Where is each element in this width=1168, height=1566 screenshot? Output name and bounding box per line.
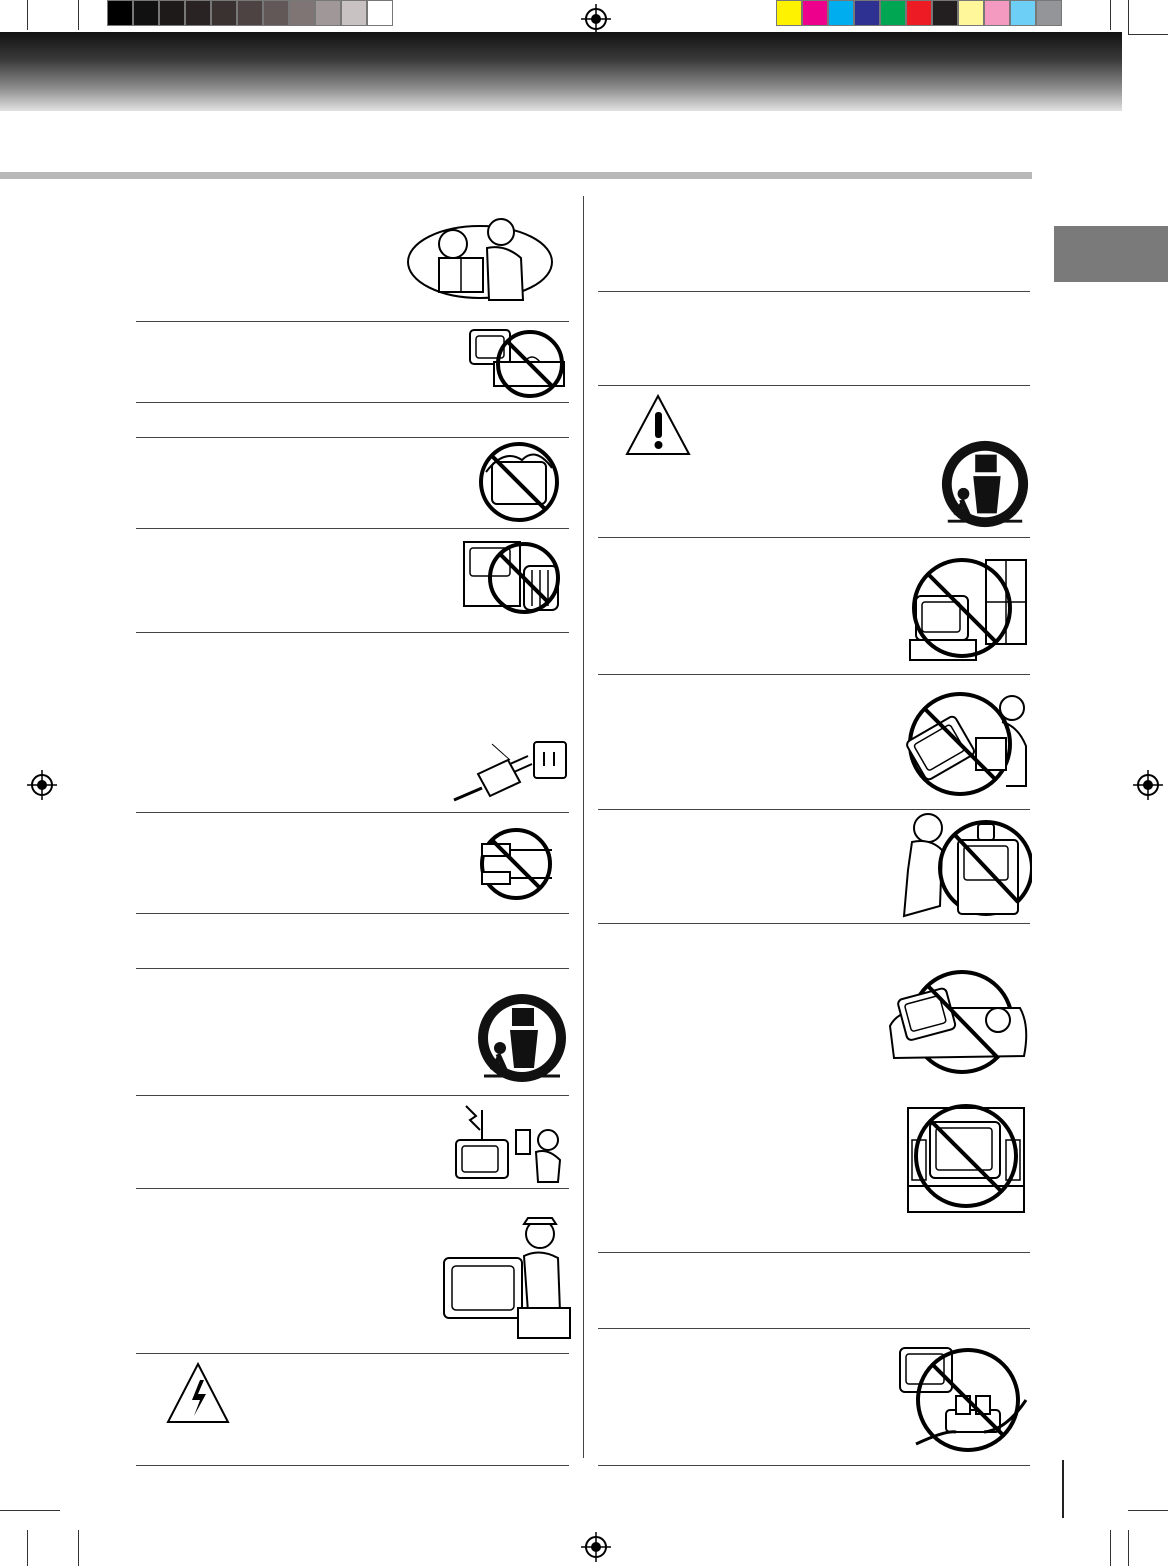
grayscale-swatch: [185, 0, 211, 26]
tv-covered-ventilation-prohibited-icon: [474, 438, 564, 524]
grayscale-swatch: [107, 0, 133, 26]
left-item-separator: [136, 528, 569, 529]
grayscale-swatch: [133, 0, 159, 26]
grayscale-swatch: [367, 0, 393, 26]
right-item-separator: [598, 674, 1030, 675]
registration-mark-icon: [1133, 770, 1163, 800]
right-item-separator: [598, 923, 1030, 924]
process-color-bar: [776, 0, 1062, 26]
lightning-bolt-warning-icon: [166, 1360, 230, 1426]
tv-enclosed-cabinet-prohibited-icon: [902, 1100, 1028, 1218]
registration-mark-icon: [581, 1532, 611, 1562]
crop-mark: [78, 1530, 79, 1566]
crop-mark: [0, 1510, 60, 1511]
right-item-separator: [598, 1328, 1030, 1329]
right-item-separator: [598, 1465, 1030, 1466]
process-swatch: [984, 0, 1010, 26]
left-item-separator: [136, 812, 569, 813]
process-swatch: [776, 0, 802, 26]
right-item-separator: [598, 537, 1030, 538]
grayscale-swatch: [159, 0, 185, 26]
grayscale-swatch: [341, 0, 367, 26]
header-band: [0, 32, 1122, 111]
right-item-separator: [598, 385, 1030, 386]
left-item-separator: [136, 1095, 569, 1096]
left-item-separator: [136, 1188, 569, 1189]
left-item-separator: [136, 913, 569, 914]
tv-on-sofa-prohibited-icon: [880, 966, 1032, 1078]
right-item-separator: [598, 1252, 1030, 1253]
left-item-separator: [136, 1465, 569, 1466]
crop-mark: [27, 0, 28, 30]
registration-mark-icon: [581, 4, 611, 34]
crop-mark: [78, 0, 79, 30]
crop-mark: [27, 1530, 28, 1566]
tv-near-heater-prohibited-icon: [462, 532, 568, 616]
process-swatch: [854, 0, 880, 26]
tv-water-sink-prohibited-icon: [466, 322, 570, 398]
left-item-separator: [136, 402, 569, 403]
grayscale-swatch: [211, 0, 237, 26]
antenna-lightning-ground-icon: [446, 1100, 570, 1184]
registration-mark-icon: [27, 770, 57, 800]
grayscale-swatch: [289, 0, 315, 26]
grayscale-swatch: [237, 0, 263, 26]
grayscale-swatch: [315, 0, 341, 26]
right-item-separator: [598, 291, 1030, 292]
crop-mark: [1128, 34, 1168, 35]
overloaded-outlet-prohibited-icon: [886, 1340, 1030, 1454]
grayscale-color-bar: [107, 0, 393, 26]
exclamation-warning-icon: [625, 392, 691, 458]
polarized-plug-outlet-icon: [448, 738, 570, 808]
left-item-separator: [136, 968, 569, 969]
tv-dropped-prohibited-icon: [894, 686, 1030, 800]
section-tab: [1054, 226, 1168, 282]
tv-liquid-spill-prohibited-icon: [896, 810, 1032, 920]
tv-sunlight-window-prohibited-icon: [896, 554, 1030, 666]
parents-reading-manual-icon: [405, 214, 555, 306]
page-number-marker: [1062, 1460, 1064, 1518]
process-swatch: [828, 0, 854, 26]
process-swatch: [958, 0, 984, 26]
grayscale-swatch: [263, 0, 289, 26]
left-item-separator: [136, 1353, 569, 1354]
process-swatch: [906, 0, 932, 26]
crop-mark: [1110, 1530, 1111, 1566]
process-swatch: [880, 0, 906, 26]
left-item-separator: [136, 632, 569, 633]
process-swatch: [932, 0, 958, 26]
crop-mark: [1128, 1530, 1129, 1566]
cart-tip-over-warning-icon: [938, 436, 1032, 532]
process-swatch: [1010, 0, 1036, 26]
cart-tip-over-warning-icon: [474, 990, 570, 1086]
section-rule: [0, 172, 1032, 179]
crop-mark: [1128, 0, 1129, 34]
crop-mark: [1128, 1510, 1168, 1511]
damaged-cord-prohibited-icon: [466, 828, 556, 902]
crop-mark: [1110, 0, 1111, 30]
process-swatch: [1036, 0, 1062, 26]
process-swatch: [802, 0, 828, 26]
service-technician-icon: [440, 1216, 572, 1340]
column-divider: [583, 196, 584, 1458]
